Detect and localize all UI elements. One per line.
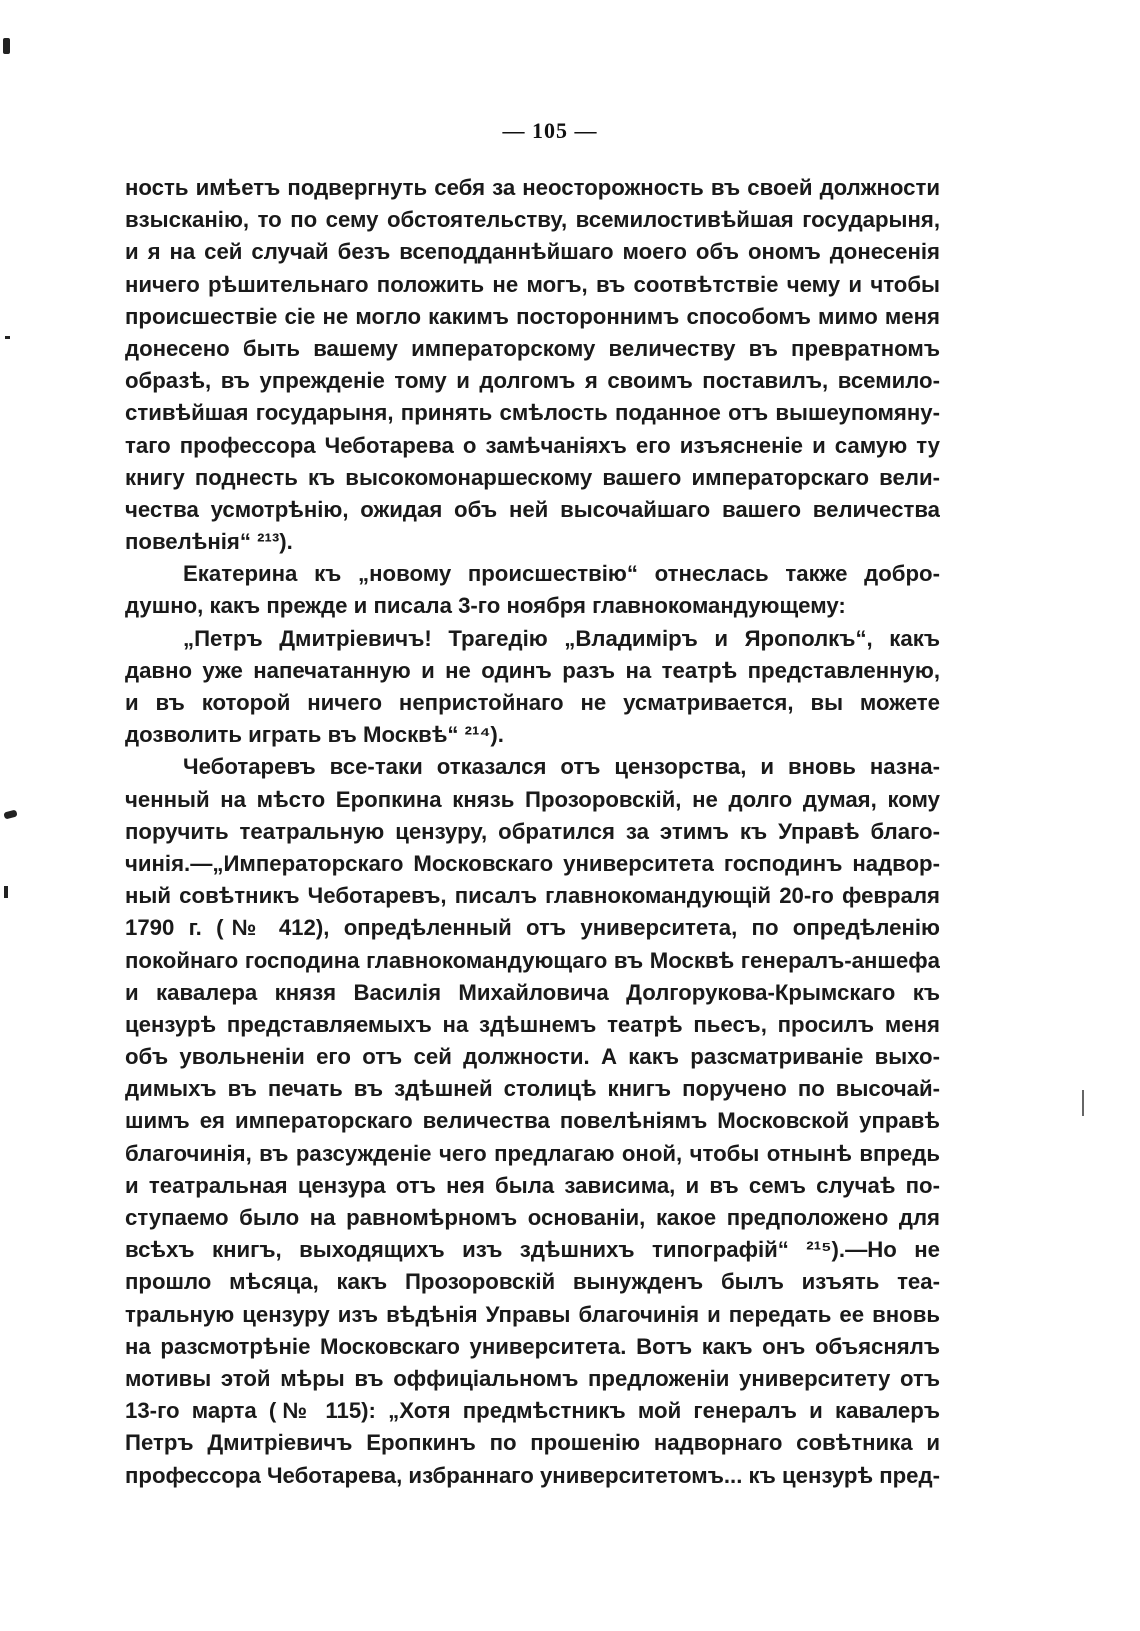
text-line: происшествіе сіе не могло какимъ постороннимъ способомъ мимо меня: [125, 303, 940, 329]
text-line: поручить театральную цензуру, обратился за этимъ къ Управѣ благо-: [125, 818, 940, 844]
text-line: чинія.—„Императорскаго Московскаго университета господинъ надвор-: [125, 850, 940, 876]
text-line: давно уже напечатанную и не одинъ разъ на театрѣ представленную,: [125, 657, 940, 683]
text-line: Петръ Дмитріевичъ Еропкинъ по прошенію надворнаго совѣтника и: [125, 1430, 940, 1456]
text-line: объ увольненіи его отъ сей должности. А какъ разсматриваніе выхо-: [125, 1044, 940, 1070]
text-line: цензурѣ представляемыхъ на здѣшнемъ театрѣ пьесъ, просилъ меня: [125, 1011, 940, 1037]
text-line: шимъ ея императорскаго величества повелѣніямъ Московской управѣ: [125, 1108, 940, 1134]
text-line: всѣхъ книгъ, выходящихъ изъ здѣшнихъ типографій“ ²¹⁵).—Но не: [125, 1237, 940, 1263]
page-number: — 105 —: [502, 118, 598, 143]
text-line: чества усмотрѣнію, ожидая объ ней высочайшаго вашего величества: [125, 496, 940, 522]
text-line: и театральная цензура отъ нея была зависима, и въ семъ случаѣ по-: [125, 1172, 940, 1198]
text-line: книгу поднесть къ высокомонаршескому вашего императорскаго вели-: [125, 464, 940, 490]
text-line: стивѣйшая государыня, принять смѣлость поданное отъ вышеупомяну-: [125, 400, 940, 426]
scan-speck: [5, 336, 10, 339]
text-line: ступаемо было на равномѣрномъ основаніи, какое предположено для: [125, 1205, 940, 1230]
text-line: димыхъ въ печать въ здѣшней столицѣ книгъ поручено по высочай-: [125, 1076, 940, 1102]
text-line: 13-го марта (№ 115): „Хотя предмѣстникъ мой генералъ и кавалеръ: [125, 1398, 940, 1424]
text-line: повелѣнія“ ²¹³).: [125, 529, 293, 555]
text-line: Екатерина къ „новому происшествію“ отнеслась также добро-: [183, 561, 940, 587]
scan-speck: [4, 886, 8, 898]
text-line: взысканію, то по сему обстоятельству, всемилостивѣйшая государыня,: [125, 207, 940, 233]
text-line: „Петръ Дмитріевичъ! Трагедію „Владиміръ и Ярополкъ“, какъ: [183, 625, 940, 651]
text-line: ность имѣетъ подвергнуть себя за неосторожность въ своей должности: [125, 175, 940, 200]
text-line: донесено быть вашему императорскому величеству въ превратномъ: [125, 335, 940, 361]
text-line: душно, какъ прежде и писала 3-го ноября главнокомандующему:: [125, 593, 846, 619]
text-line: ничего рѣшительнаго положить не могъ, въ соотвѣтствіе чему и чтобы: [125, 271, 940, 297]
text-line: мотивы этой мѣры въ оффиціальномъ предложеніи университету отъ: [125, 1365, 940, 1391]
text-line: и кавалера князя Василія Михайловича Долгорукова-Крымскаго къ: [125, 979, 940, 1005]
text-line: дозволить играть въ Москвѣ“ ²¹⁴).: [125, 722, 504, 748]
scan-speck: [1082, 1090, 1084, 1116]
text-line: и въ которой ничего непристойнаго не усматривается, вы можете: [125, 690, 940, 715]
text-line: ченный на мѣсто Еропкина князь Прозоровскій, не долго думая, кому: [125, 786, 940, 812]
text-line: образѣ, въ упрежденіе тому и долгомъ я своимъ поставилъ, всемило-: [125, 368, 940, 394]
text-line: на разсмотрѣніе Московскаго университета. Вотъ какъ онъ объяснялъ: [125, 1333, 940, 1359]
text-line: прошло мѣсяца, какъ Прозоровскій вынужденъ былъ изъять теа-: [125, 1269, 940, 1295]
text-line: покойнаго господина главнокомандующаго въ Москвѣ генералъ-аншефа: [125, 947, 940, 973]
text-line: 1790 г. (№ 412), опредѣленный отъ университета, по опредѣленію: [125, 915, 940, 941]
scan-speck: [3, 809, 17, 819]
text-line: профессора Чеботарева, избраннаго университетомъ... къ цензурѣ пред-: [125, 1462, 940, 1488]
text-line: ный совѣтникъ Чеботаревъ, писалъ главнокомандующій 20-го февраля: [125, 883, 940, 909]
scan-speck: [3, 38, 10, 54]
text-line: Чеботаревъ все-таки отказался отъ цензорства, и вновь назна-: [183, 754, 940, 780]
text-line: и я на сей случай безъ всеподданнѣйшаго моего объ ономъ донесенія: [125, 239, 940, 265]
body-text: [125, 172, 940, 1492]
text-line: таго профессора Чеботарева о замѣчаніяхъ его изъясненіе и самую ту: [125, 432, 940, 458]
text-line: тральную цензуру изъ вѣдѣнія Управы благочинія и передать ее вновь: [125, 1301, 940, 1327]
text-line: благочинія, въ разсужденіе чего предлагаю оной, чтобы отнынѣ впредь: [125, 1140, 940, 1166]
